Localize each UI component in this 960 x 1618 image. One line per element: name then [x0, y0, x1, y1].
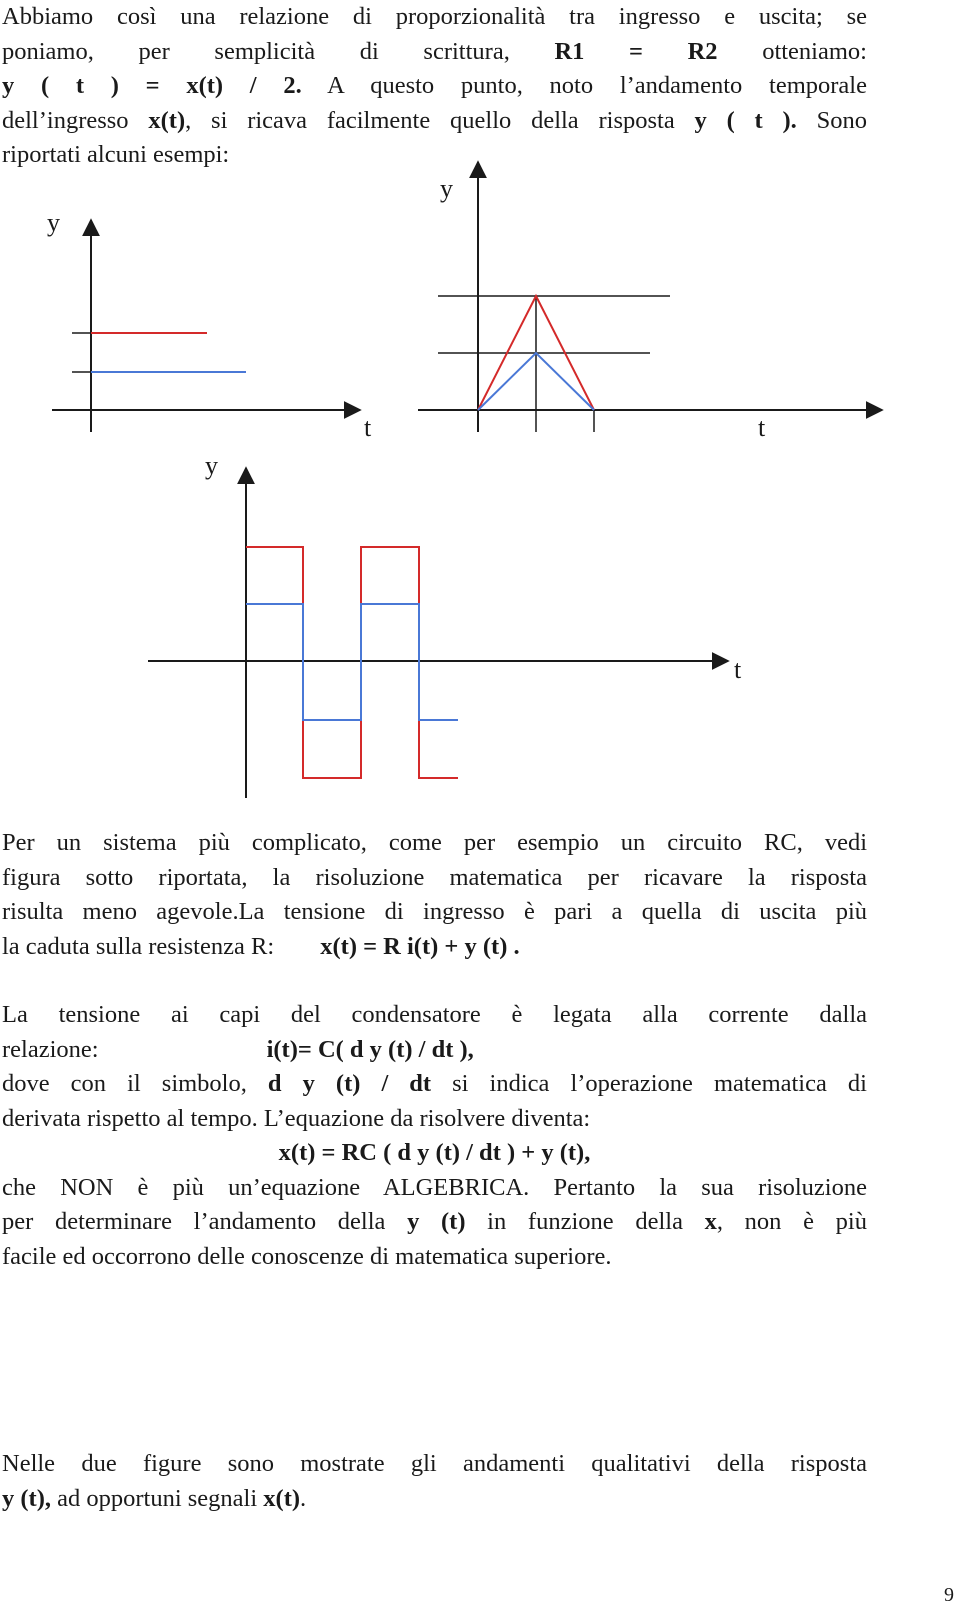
- figure-step: [47, 208, 372, 442]
- rc-line-2: figura sotto riportata, la risoluzione matematica per ricavare la risposta: [2, 863, 867, 891]
- capacitor-equation: i(t)= C( d y (t) / dt ),: [266, 1035, 474, 1063]
- intro-line-2: poniamo, per semplicità di scrittura, R1 = R2 otteniamo:: [2, 37, 867, 65]
- fig3-t-label: t: [734, 655, 742, 684]
- capacitor-paragraph: [2, 998, 867, 1274]
- rc-line-1: Per un sistema più complicato, come per esempio un circuito RC, vedi: [2, 829, 867, 856]
- fig1-y-label: y: [47, 208, 60, 237]
- closing-line-2: y (t), ad opportuni segnali x(t).: [2, 1484, 307, 1512]
- figure-triangle: [418, 162, 882, 442]
- cap-line-1: La tensione ai capi del condensatore è legata alla corrente dalla: [2, 1001, 867, 1028]
- rc-paragraph: [2, 826, 867, 964]
- intro-line-3: y ( t ) = x(t) / 2. A questo punto, noto l’andamento temporale: [2, 72, 867, 99]
- kirchhoff-equation: x(t) = R i(t) + y (t) .: [320, 932, 520, 960]
- fig2-y-label: y: [440, 174, 453, 203]
- closing-paragraph: [2, 1447, 867, 1516]
- cap-line-7: per determinare l’andamento della y (t) in funzione della x, non è più: [2, 1208, 867, 1235]
- rc-line-4: la caduta sulla resistenza R: x(t) = R i(t) + y (t) .: [2, 932, 520, 960]
- intro-line-4: dell’ingresso x(t), si ricava facilmente quello della risposta y ( t ). Sono: [2, 106, 867, 134]
- differential-equation: x(t) = RC ( d y (t) / dt ) + y (t),: [278, 1139, 591, 1166]
- figure-square-wave: [148, 451, 742, 798]
- cap-line-6: che NON è più un’equazione ALGEBRICA. Pertanto la sua risoluzione: [2, 1173, 867, 1201]
- cap-line-4: derivata rispetto al tempo. L’equazione da risolvere diventa:: [2, 1104, 591, 1132]
- closing-line-1: Nelle due figure sono mostrate gli andamenti qualitativi della risposta: [2, 1450, 867, 1477]
- intro-line-5: riportati alcuni esempi:: [2, 141, 230, 168]
- rc-line-3: risulta meno agevole.La tensione di ingresso è pari a quella di uscita più: [2, 898, 867, 925]
- fig3-output-red: [246, 547, 458, 778]
- cap-line-8: facile ed occorrono delle conoscenze di matematica superiore.: [2, 1242, 612, 1270]
- page-number: 9: [944, 1584, 954, 1606]
- fig2-t-label: t: [758, 413, 766, 442]
- cap-line-3: dove con il simbolo, d y (t) / dt si indica l’operazione matematica di: [2, 1070, 867, 1097]
- fig1-t-label: t: [364, 413, 372, 442]
- cap-line-2: relazione: i(t)= C( d y (t) / dt ),: [2, 1035, 474, 1063]
- fig3-y-label: y: [205, 451, 218, 480]
- intro-line-1: Abbiamo così una relazione di proporzionalità tra ingresso e uscita; se: [2, 3, 867, 30]
